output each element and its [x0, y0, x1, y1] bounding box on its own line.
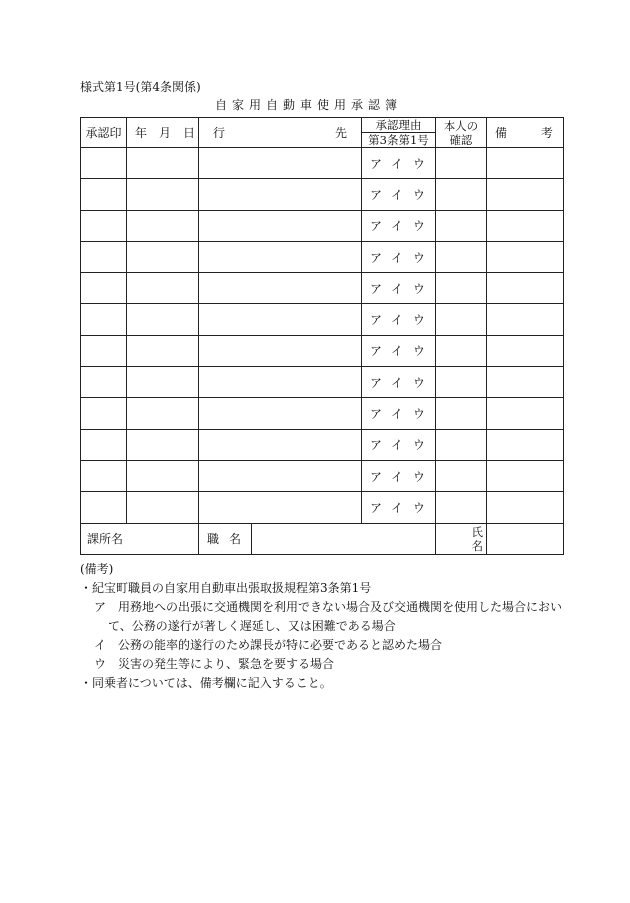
table-row: [81, 210, 564, 241]
cell-reason[interactable]: アイウ: [362, 273, 436, 304]
cell-approval-stamp[interactable]: [81, 398, 127, 429]
cell-remarks[interactable]: [486, 241, 563, 272]
table-row: [81, 367, 564, 398]
cell-remarks[interactable]: [486, 335, 563, 366]
cell-remarks[interactable]: [486, 460, 563, 491]
cell-approval-stamp[interactable]: [81, 241, 127, 272]
footer-name-label-line1: 氏: [471, 524, 483, 539]
cell-reason[interactable]: アイウ: [362, 335, 436, 366]
cell-approval-stamp[interactable]: [81, 304, 127, 335]
table-row: [81, 179, 564, 210]
cell-destination[interactable]: [199, 367, 362, 398]
header-approval-stamp: 承認印: [81, 118, 127, 148]
cell-reason[interactable]: アイウ: [362, 398, 436, 429]
cell-reason[interactable]: アイウ: [362, 429, 436, 460]
cell-self-confirm[interactable]: [435, 273, 486, 304]
footer-name-label: [435, 523, 486, 554]
cell-self-confirm[interactable]: [435, 429, 486, 460]
cell-reason[interactable]: アイウ: [362, 492, 436, 523]
cell-approval-stamp[interactable]: [81, 335, 127, 366]
document-title: 自家用自動車使用承認簿: [215, 98, 403, 112]
cell-remarks[interactable]: [486, 429, 563, 460]
cell-destination[interactable]: [199, 210, 362, 241]
cell-remarks[interactable]: [486, 210, 563, 241]
cell-approval-stamp[interactable]: [81, 273, 127, 304]
cell-destination[interactable]: [199, 335, 362, 366]
cell-destination[interactable]: [199, 273, 362, 304]
notes-item-a-line1: ア 用務地への出張に交通機関を利用できない場合及び交通機関を使用した場合におい: [94, 600, 563, 614]
cell-approval-stamp[interactable]: [81, 429, 127, 460]
notes-item-a-line2: て、公務の遂行が著しく遅延し、又は困難である場合: [108, 619, 396, 633]
header-self-confirm-line1: 本人の: [443, 118, 479, 133]
cell-destination[interactable]: [199, 429, 362, 460]
notes-item-u: ウ 災害の発生等により、緊急を要する場合: [94, 657, 335, 671]
table-row: [81, 273, 564, 304]
cell-self-confirm[interactable]: [435, 398, 486, 429]
header-destination: [199, 118, 362, 148]
cell-approval-stamp[interactable]: [81, 460, 127, 491]
table-row: [81, 429, 564, 460]
header-reason-clause: 第3条第1号: [362, 133, 436, 148]
header-remarks-left: 備: [494, 126, 507, 140]
cell-self-confirm[interactable]: [435, 241, 486, 272]
cell-approval-stamp[interactable]: [81, 492, 127, 523]
header-destination-left: 行: [213, 126, 226, 140]
table-row: [81, 335, 564, 366]
cell-remarks[interactable]: [486, 398, 563, 429]
header-destination-right: 先: [335, 126, 348, 140]
cell-self-confirm[interactable]: [435, 367, 486, 398]
cell-approval-stamp[interactable]: [81, 148, 127, 179]
cell-reason[interactable]: アイウ: [362, 210, 436, 241]
cell-date[interactable]: [127, 492, 199, 523]
form-number: 様式第1号(第4条関係): [80, 80, 201, 94]
cell-destination[interactable]: [199, 460, 362, 491]
cell-reason[interactable]: アイウ: [362, 304, 436, 335]
cell-self-confirm[interactable]: [435, 492, 486, 523]
cell-destination[interactable]: [199, 179, 362, 210]
cell-date[interactable]: [127, 335, 199, 366]
cell-remarks[interactable]: [486, 492, 563, 523]
cell-reason[interactable]: アイウ: [362, 460, 436, 491]
notes-section: [80, 560, 562, 693]
cell-remarks[interactable]: [486, 304, 563, 335]
cell-self-confirm[interactable]: [435, 210, 486, 241]
footer-position-value[interactable]: [252, 523, 436, 554]
footer-name-value[interactable]: [486, 523, 563, 554]
table-row: [81, 492, 564, 523]
header-self-confirm: [435, 118, 486, 148]
cell-self-confirm[interactable]: [435, 148, 486, 179]
cell-remarks[interactable]: [486, 367, 563, 398]
footer-position-label: 職名: [199, 523, 252, 554]
cell-date[interactable]: [127, 429, 199, 460]
cell-destination[interactable]: [199, 241, 362, 272]
cell-date[interactable]: [127, 304, 199, 335]
table-row: [81, 460, 564, 491]
cell-self-confirm[interactable]: [435, 179, 486, 210]
cell-date[interactable]: [127, 210, 199, 241]
cell-destination[interactable]: [199, 492, 362, 523]
cell-date[interactable]: [127, 460, 199, 491]
register-rows: [81, 148, 564, 524]
cell-date[interactable]: [127, 241, 199, 272]
cell-destination[interactable]: [199, 148, 362, 179]
cell-reason[interactable]: アイウ: [362, 241, 436, 272]
cell-date[interactable]: [127, 367, 199, 398]
footer-name-label-line2: 名: [471, 538, 483, 553]
cell-date[interactable]: [127, 148, 199, 179]
cell-self-confirm[interactable]: [435, 460, 486, 491]
cell-remarks[interactable]: [486, 273, 563, 304]
cell-remarks[interactable]: [486, 179, 563, 210]
notes-bullet-2: ・同乗者については、備考欄に記入すること。: [80, 676, 332, 690]
cell-self-confirm[interactable]: [435, 335, 486, 366]
table-row: [81, 241, 564, 272]
header-date: 年 月 日: [127, 118, 199, 148]
cell-destination[interactable]: [199, 304, 362, 335]
approval-register-table: [80, 117, 564, 555]
cell-date[interactable]: [127, 398, 199, 429]
header-reason: 承認理由: [362, 118, 436, 133]
table-row: [81, 304, 564, 335]
header-remarks-right: 考: [540, 126, 553, 140]
table-row: [81, 148, 564, 179]
cell-approval-stamp[interactable]: [81, 210, 127, 241]
cell-date[interactable]: [127, 179, 199, 210]
cell-reason[interactable]: アイウ: [362, 179, 436, 210]
header-remarks: [486, 118, 563, 148]
cell-approval-stamp[interactable]: [81, 367, 127, 398]
cell-destination[interactable]: [199, 398, 362, 429]
cell-reason[interactable]: アイウ: [362, 148, 436, 179]
table-row: [81, 398, 564, 429]
header-self-confirm-line2: 確認: [449, 132, 473, 147]
cell-approval-stamp[interactable]: [81, 179, 127, 210]
cell-date[interactable]: [127, 273, 199, 304]
footer-department-label: 課所名: [81, 523, 199, 554]
notes-bullet-1: ・紀宝町職員の自家用自動車出張取扱規程第3条第1号: [80, 581, 372, 595]
notes-item-i: イ 公務の能率的遂行のため課長が特に必要であると認めた場合: [94, 638, 443, 652]
notes-heading: (備考): [80, 562, 114, 576]
cell-remarks[interactable]: [486, 148, 563, 179]
cell-reason[interactable]: アイウ: [362, 367, 436, 398]
cell-self-confirm[interactable]: [435, 304, 486, 335]
